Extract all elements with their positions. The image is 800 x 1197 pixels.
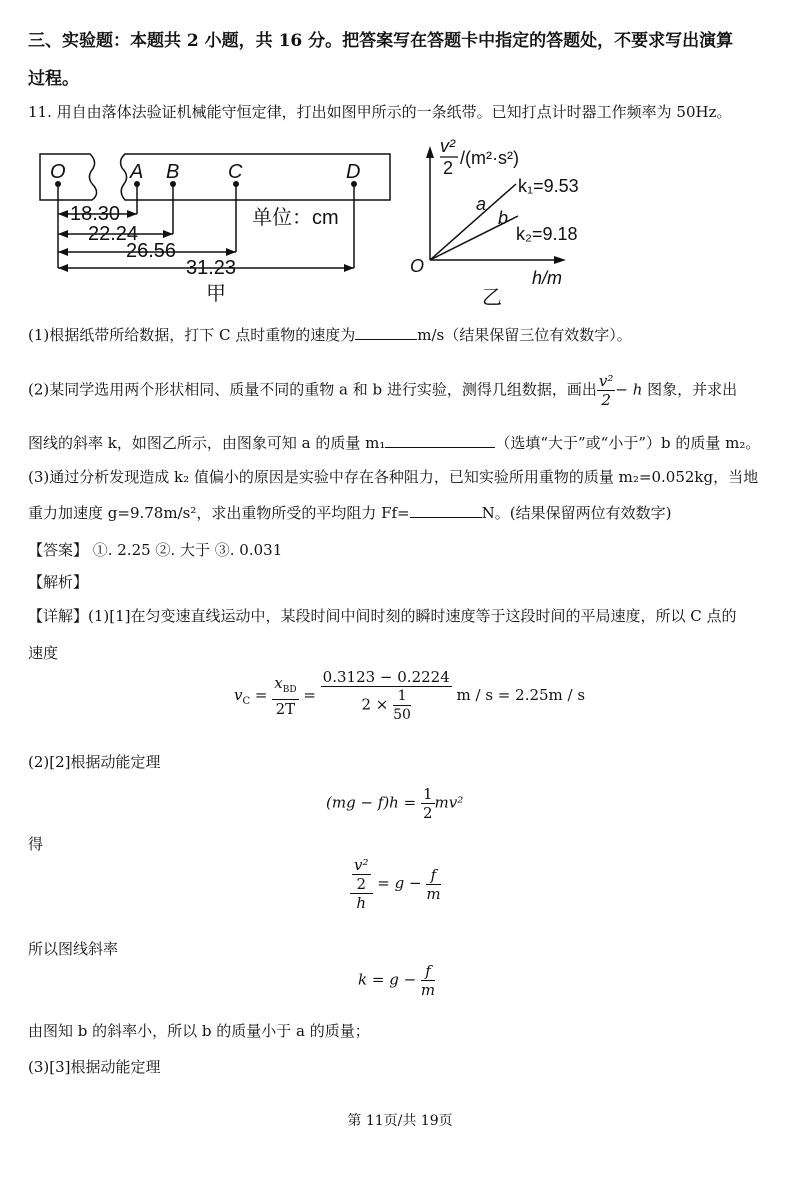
analysis-heading: 【解析】 [28, 573, 89, 591]
k2-label: k₂=9.18 [516, 224, 578, 244]
question-11-intro: 11. 用自由落体法验证机械能守恒定律，打出如图甲所示的一条纸带。已知打点计时器工作频率为 50Hz。 [28, 103, 732, 121]
section-heading: 三、实验题：本题共 2 小题，共 16 分。把答案写在答题卡中指定的答题处，不要求写出演算 [28, 31, 734, 51]
slope-intro: 所以图线斜率 [28, 940, 119, 958]
tape-label-d: D [346, 161, 361, 183]
k1-label: k₁=9.53 [518, 176, 579, 196]
sub-question-3: (3)通过分析发现造成 k₂ 值偏小的原因是实验中存在各种阻力，已知实验所用重物的质量 m₂=0.052kg，当地 [28, 468, 759, 486]
xlabel: h/m [532, 268, 563, 288]
conclusion: 由图知 b 的斜率小，所以 b 的质量小于 a 的质量； [28, 1022, 370, 1040]
origin-label: O [410, 256, 425, 276]
tape-label-b: B [166, 161, 180, 183]
ylabel-num: v² [440, 136, 455, 156]
sub-question-2: (2)某同学选用两个形状相同、质量不同的重物 a 和 b 进行实验，测得几组数据，画出 $\frac{\text{v²}}{2}$ − h 图象，并求出 [28, 372, 738, 409]
text-de: 得 [28, 835, 44, 853]
tape-label-c: C [228, 161, 243, 183]
ylabel-unit: /(m²·s²) [460, 148, 519, 168]
answer-blank-2[interactable] [385, 433, 495, 448]
distance-oa: 18.30 [70, 203, 121, 225]
sub-question-3-cont: 重力加速度 g=9.78m/s²，求出重物所受的平均阻力 Ff= N。(结果保留两位有效数字) [28, 504, 672, 522]
sub-question-1: (1)根据纸带所给数据，打下 C 点时重物的速度为 m/s（结果保留三位有效数字）。 [28, 326, 632, 344]
tape-unit: 单位：cm [252, 207, 339, 229]
distance-oc: 26.56 [126, 240, 177, 262]
ylabel-den: 2 [443, 158, 454, 178]
answer-blank-3[interactable] [410, 503, 482, 518]
caption-yi: 乙 [482, 287, 502, 309]
line-a-label: a [476, 194, 487, 214]
equation-slope: k = g − $\frac{f}{m}$ [358, 962, 436, 999]
tape-label-a: A [130, 161, 144, 183]
detail-paragraph-cont: 速度 [28, 644, 59, 662]
detail-paragraph: 【详解】(1)[1]在匀变速直线运动中，某段时间中间时刻的瞬时速度等于这段时间的平局速度，所以 C 点的 [28, 607, 737, 625]
caption-jia: 甲 [206, 283, 226, 305]
tape-label-o: O [50, 161, 66, 183]
figure-jia-paper-tape [30, 140, 400, 305]
distance-od: 31.23 [186, 257, 237, 279]
equation-energy: (mg − f)h = $\frac{1}{2}$ mv² [326, 785, 464, 822]
equation-velocity: $v_C$ = $\frac{x_{BD}}{2T}$ = 0.3123 − 0.2224 2 × $\frac{1}{50}$ m / s = 2.25m / s [234, 668, 586, 723]
answer-key: 【答案】 ①. 2.25 ②. 大于 ③. 0.031 [28, 541, 283, 559]
line-b-label: b [498, 208, 509, 228]
step-3-heading: (3)[3]根据动能定理 [28, 1058, 161, 1076]
equation-ratio: $\frac{\frac{\text{v²}}{2}}{h}$ = g − $\frac{f}{m}$ [350, 856, 441, 912]
section-heading-cont: 过程。 [28, 69, 79, 89]
sub-question-2-cont: 图线的斜率 k，如图乙所示，由图象可知 a 的质量 m₁ （选填“大于”或“小于”）b 的质量 m₂。 [28, 434, 761, 452]
answer-blank-1[interactable] [355, 325, 417, 340]
step-2-heading: (2)[2]根据动能定理 [28, 753, 161, 771]
figure-yi-graph [400, 132, 600, 310]
page-footer: 第 11页/共 19页 [347, 1113, 453, 1129]
distance-ob: 22.24 [88, 223, 139, 245]
